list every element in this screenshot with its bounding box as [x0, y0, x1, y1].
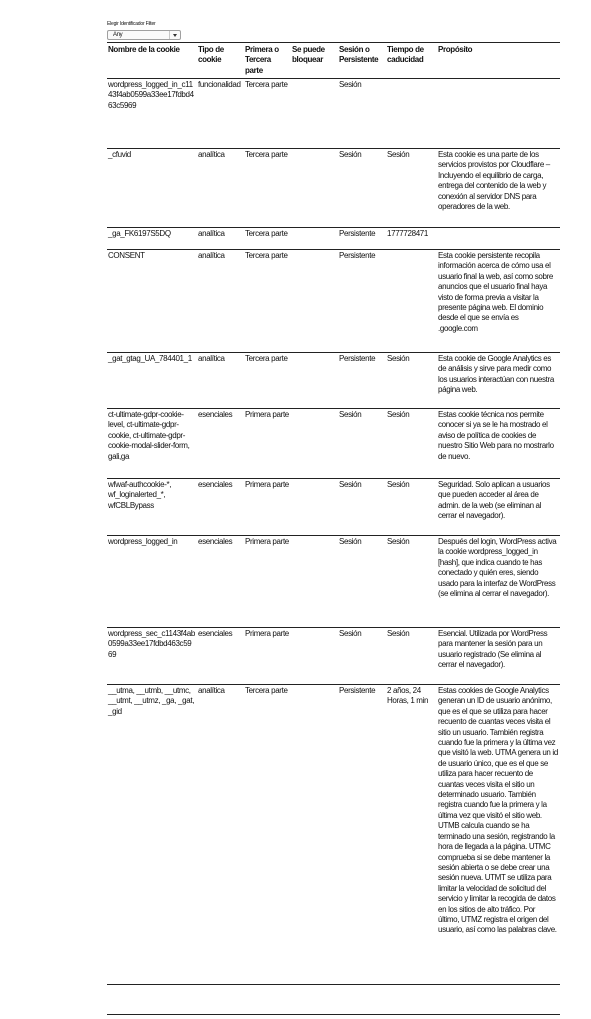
cell-party: Tercera parte [244, 353, 291, 409]
cell-session: Sesión [338, 149, 386, 228]
cell-session: Persistente [338, 250, 386, 353]
cell-blockable [291, 353, 338, 409]
header-expiry: Tiempo de caducidad [386, 43, 437, 79]
cell-party: Primera parte [244, 536, 291, 628]
cell-expiry: Sesión [386, 628, 437, 685]
cell-expiry: Sesión [386, 409, 437, 479]
cookie-table [107, 42, 560, 985]
cell-session: Sesión [338, 536, 386, 628]
cell-party: Tercera parte [244, 149, 291, 228]
cell-type: analítica [197, 353, 244, 409]
cell-blockable [291, 149, 338, 228]
table-row [107, 479, 560, 536]
cell-purpose: Después del login, WordPress activa la cookie wordpress_logged_in [hash], que indica cuando te has conectado y quién eres, siendo usado para la interfaz de WordPress (se elimina al cerrar el navegador). [437, 536, 560, 628]
cell-type: esenciales [197, 536, 244, 628]
cell-purpose: Estas cookie técnica nos permite conocer si ya se le ha mostrado el aviso de política de cookies de nuestro Sitio Web para no mostrarlo de nuevo. [437, 409, 560, 479]
cell-type: funcionalidad [197, 79, 244, 149]
cell-expiry [386, 79, 437, 149]
cell-name: ct-ultimate-gdpr-cookie-level, ct-ultimate-gdpr-cookie, ct-ultimate-gdpr-cookie-modal-slider-form, gali,ga [107, 409, 197, 479]
header-row [107, 43, 560, 79]
cell-session: Sesión [338, 628, 386, 685]
filter-selected-value: Any [113, 32, 123, 38]
cell-session: Persistente [338, 353, 386, 409]
cell-purpose [437, 228, 560, 250]
cell-session: Sesión [338, 409, 386, 479]
cell-blockable [291, 250, 338, 353]
cell-blockable [291, 409, 338, 479]
chevron-down-icon[interactable] [169, 31, 180, 39]
cell-blockable [291, 628, 338, 685]
cell-name: _cfuvid [107, 149, 197, 228]
cell-name: wordpress_logged_in [107, 536, 197, 628]
cell-session: Sesión [338, 479, 386, 536]
cell-session: Persistente [338, 685, 386, 985]
cell-expiry: Sesión [386, 536, 437, 628]
cell-type: esenciales [197, 479, 244, 536]
cell-purpose: Esta cookie de Google Analytics es de análisis y sirve para medir como los usuarios interactúan con nuestra página web. [437, 353, 560, 409]
table-row [107, 628, 560, 685]
cell-type: analítica [197, 685, 244, 985]
cell-party: Tercera parte [244, 79, 291, 149]
table-row [107, 250, 560, 353]
cell-session: Persistente [338, 228, 386, 250]
cell-blockable [291, 536, 338, 628]
cell-party: Primera parte [244, 409, 291, 479]
header-name: Nombre de la cookie [107, 43, 197, 79]
cell-purpose: Seguridad. Solo aplican a usuarios que pueden acceder al área de admin. de la web (se eliminan al cerrar el navegador). [437, 479, 560, 536]
cell-type: esenciales [197, 628, 244, 685]
header-session: Sesión o Persistente [338, 43, 386, 79]
cell-name: wfwaf-authcookie-*, wf_loginalerted_*, wfCBLBypass [107, 479, 197, 536]
cell-expiry: Sesión [386, 479, 437, 536]
filter-label: Elegir Identificador Filter [107, 21, 156, 27]
cell-name: _ga_FK6197S5DQ [107, 228, 197, 250]
cell-purpose: Estas cookies de Google Analytics generan un ID de usuario anónimo, que es el que se utiliza para hacer recuento de cuantas veces visita el sitio un usuario. También registra cuando fue la primera y la última vez que visitó la web. UTMA genera un id de usuario único, que es el que se utiliza para hacer recuento de cuantas veces visita el sitio un determinado usuario. También registra cuando fue la primera y la última vez que visitó el sitio web. UTMB calcula cuando se ha terminado una sesión, registrando la hora de llegada a la página. UTMC comprueba si se debe mantener la sesión abierta o se debe crear una sesión nueva. UTMT se utiliza para limitar la velocidad de solicitud del servicio y limitar la recogida de datos en los sitios de alto tráfico. Por último, UTMZ registra el origen del usuario, así como las palabras clave. [437, 685, 560, 985]
cell-name: __utma, __utmb, __utmc, __utmt, __utmz, _ga, _gat, _gid [107, 685, 197, 985]
header-type: Tipo de cookie [197, 43, 244, 79]
cell-expiry: 1777728471 [386, 228, 437, 250]
cell-expiry: 2 años, 24 Horas, 1 min [386, 685, 437, 985]
cell-expiry [386, 250, 437, 353]
cell-blockable [291, 228, 338, 250]
cell-name: CONSENT [107, 250, 197, 353]
cell-expiry: Sesión [386, 353, 437, 409]
cell-session: Sesión [338, 79, 386, 149]
cell-type: esenciales [197, 409, 244, 479]
cell-party: Primera parte [244, 479, 291, 536]
cell-type: analítica [197, 149, 244, 228]
cookie-filter [107, 21, 181, 40]
cell-purpose: Esencial. Utilizada por WordPress para mantener la sesión para un usuario registrado (Se elimina al cerrar el navegador). [437, 628, 560, 685]
cell-purpose: Esta cookie es una parte de los servicios provistos por Cloudflare – Incluyendo el equilibrio de carga, entrega del contenido de la web y conexión al servidor DNS para operadores de la web. [437, 149, 560, 228]
table-row [107, 79, 560, 149]
cell-type: analítica [197, 228, 244, 250]
header-blockable: Se puede bloquear [291, 43, 338, 79]
cell-purpose [437, 79, 560, 149]
table-row [107, 685, 560, 985]
cell-party: Tercera parte [244, 250, 291, 353]
header-purpose: Propósito [437, 43, 560, 79]
table-row [107, 536, 560, 628]
cell-type: analítica [197, 250, 244, 353]
header-party: Primera o Tercera parte [244, 43, 291, 79]
cell-blockable [291, 79, 338, 149]
cell-name: wordpress_sec_c1143f4ab0599a33ee17fdbd463c5969 [107, 628, 197, 685]
cell-expiry: Sesión [386, 149, 437, 228]
cookie-table-body [107, 79, 560, 985]
cell-name: wordpress_logged_in_c1143f4ab0599a33ee17fdbd463c5969 [107, 79, 197, 149]
table-row [107, 353, 560, 409]
cell-blockable [291, 479, 338, 536]
cell-party: Tercera parte [244, 685, 291, 985]
cell-party: Primera parte [244, 628, 291, 685]
table-row [107, 409, 560, 479]
table-bottom-divider [107, 1014, 560, 1015]
cell-purpose: Esta cookie persistente recopila información acerca de cómo usa el usuario final la web, así como sobre anuncios que el usuario final haya visto de forma previa a visitar la presente página web. El dominio desde el que se envía es .google.com [437, 250, 560, 353]
table-row [107, 149, 560, 228]
cookie-table-header [107, 43, 560, 79]
filter-select[interactable] [107, 30, 181, 40]
cell-party: Tercera parte [244, 228, 291, 250]
cell-name: _gat_gtag_UA_784401_1 [107, 353, 197, 409]
table-row [107, 228, 560, 250]
cell-blockable [291, 685, 338, 985]
